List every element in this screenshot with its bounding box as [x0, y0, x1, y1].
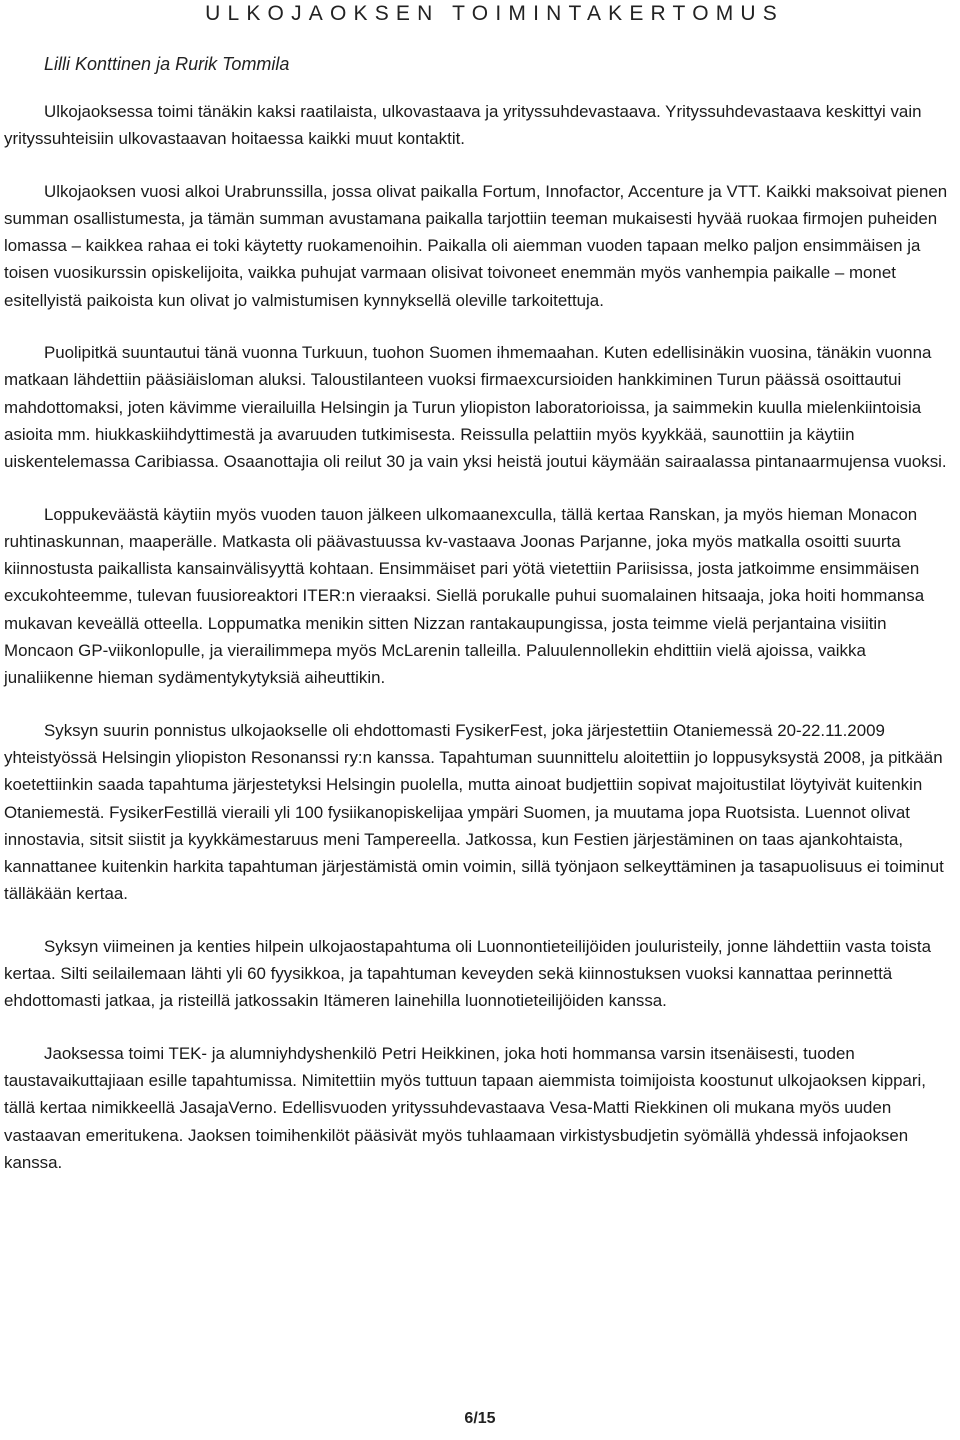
paragraph-staff: Ulkojaoksessa toimi tänäkin kaksi raatilaista, ulkovastaava ja yrityssuhdevastaava. Yrityssuhdevastaava keskittyi vain yrityssuhteisiin ulkovastaavan hoitaessa kaikki muut kontaktit.	[4, 102, 922, 149]
page-number: 6/15	[464, 1410, 496, 1427]
document-body	[4, 98, 954, 1201]
paragraph-urabrunssi: Ulkojaoksen vuosi alkoi Urabrunssilla, jossa olivat paikalla Fortum, Innofactor, Accenture ja VTT. Kaikki maksoivat pienen summan osallistumesta, ja tämän summan avustamana paikalla tarjottiin teeman mukaisesti hyvää ruokaa firmojen puheiden lomassa – kaikkea rahaa ei toki käytetty ruokamenoihin. Paikalla oli aiemman vuoden tapaan melko paljon ensimmäisen ja toisen vuosikurssin opiskelijoita, vaikka puhujat varmaan olisivat toivoneet enemmän myös vanhempia paikalle – monet esitellyistä paikoista kun olivat jo valmistumisen kynnyksellä oleville tarkoitettuja.	[4, 181, 948, 310]
document-title: ULKOJAOKSEN TOIMINTAKERTOMUS	[205, 2, 784, 25]
paragraph-jouluristeily: Syksyn viimeinen ja kenties hilpein ulkojaostapahtuma oli Luonnontieteilijöiden jouluristeily, jonne lähdettiin vasta toista kertaa. Silti seilailemaan lähti yli 60 fyysikkoa, ja tapahtuman keveyden sekä kiinnostuksen vuoksi kannattaa perinnettä ehdottomasti jatkaa, ja risteillä jatkossakin Itämeren lainehilla luonnotieteilijöiden kanssa.	[4, 936, 931, 1011]
paragraph-ulkomaanexcu: Loppukeväästä käytiin myös vuoden tauon jälkeen ulkomaanexculla, tällä kertaa Ranskan, ja myös hieman Monacon ruhtinaskunnan, maaperälle. Matkasta oli päävastuussa kv-vastaava Joonas Parjanne, joka myös matkalla osoitti suurta kiinnostusta paikallista kansainvälisyyttä kohtaan. Ensimmäiset pari yötä vietettiin Pariisissa, josta jatkoimme ensimmäisen excukohteemme, tulevan fuusioreaktori ITER:n vieraaksi. Siellä porukalle puhui suomalainen hitsaaja, joka hoiti hommansa mukavan keveällä otteella. Loppumatka menikin sitten Nizzan rantakaupungissa, josta teimme vielä perjantaina visiitin Moncaon GP-viikonlopulle, ja vierailimmepa myös McLarenin talleilla. Paluulennollekin ehdittiin vielä ajoissa, vaikka junaliikenne hieman sydämentykytyksiä aiheuttikin.	[4, 504, 925, 688]
paragraph-toimihenkilot: Jaoksessa toimi TEK- ja alumniyhdyshenkilö Petri Heikkinen, joka hoti hommansa varsin itsenäisesti, tuoden taustavaikuttajiaan esille tapahtumissa. Nimitettiin myös tuttuun tapaan aiemmista toimijoista koostunut ulkojaoksen kippari, tällä kertaa nimikkeellä JasajaVerno. Edellisvuoden yrityssuhdevastaava Vesa-Matti Riekkinen oli mukana myös uuden vastaavan emeritukena. Jaoksen toimihenkilöt pääsivät myös tuhlaamaan virkistysbudjetin syömällä yhdessä infojaoksen kanssa.	[4, 1043, 926, 1172]
paragraph-puolipitka: Puolipitkä suuntautui tänä vuonna Turkuun, tuohon Suomen ihmemaahan. Kuten edellisinäkin vuosina, tänäkin vuonna matkaan lähdettiin pääsiäisloman aluksi. Taloustilanteen vuoksi firmaexcursioiden hankkiminen Turun päässä osoittautui mahdottomaksi, joten kävimme vierailuilla Helsingin ja Turun yliopiston laboratorioissa, ja saimmekin kuulla mielenkiintoisia asioita mm. hiukkaskiihdyttimestä ja avaruuden tutkimisesta. Reissulla pelattiin myös kyykkää, saunottiin ja käytiin uiskentelemassa Caribiassa. Osaanottajia oli reilut 30 ja vain yksi heistä joutui käymään sairaalassa pintanaarmujensa vuoksi.	[4, 343, 947, 472]
paragraph-fysikerfest: Syksyn suurin ponnistus ulkojaokselle oli ehdottomasti FysikerFest, joka järjestettiin Otaniemessä 20-22.11.2009 yhteistyössä Helsingin yliopiston Resonanssi ry:n kanssa. Tapahtuman suunnittelu aloitettiin jo loppusyksystä 2008, ja pitkään koetettiinkin saada tapahtuma järjestetyksi Helsingin puolella, mutta ainoat budjettiin sopivat majoitustilat löytyivät kuitenkin Otaniemestä. FysikerFestillä vieraili yli 100 fysiikanopiskelijaa ympäri Suomen, ja muutama jopa Ruotsista. Luennot olivat innostavia, sitsit siistit ja kyykkämestaruus meni Tampereella. Jatkossa, kun Festien järjestäminen on taas ajankohtaista, kannattanee kuitenkin harkita tapahtuman järjestämistä omin voimin, sillä työnjaon selkeyttäminen ja tasapuolisuus ei toiminut tälläkään kertaa.	[4, 720, 944, 904]
authors-line: Lilli Konttinen ja Rurik Tommila	[44, 54, 290, 74]
